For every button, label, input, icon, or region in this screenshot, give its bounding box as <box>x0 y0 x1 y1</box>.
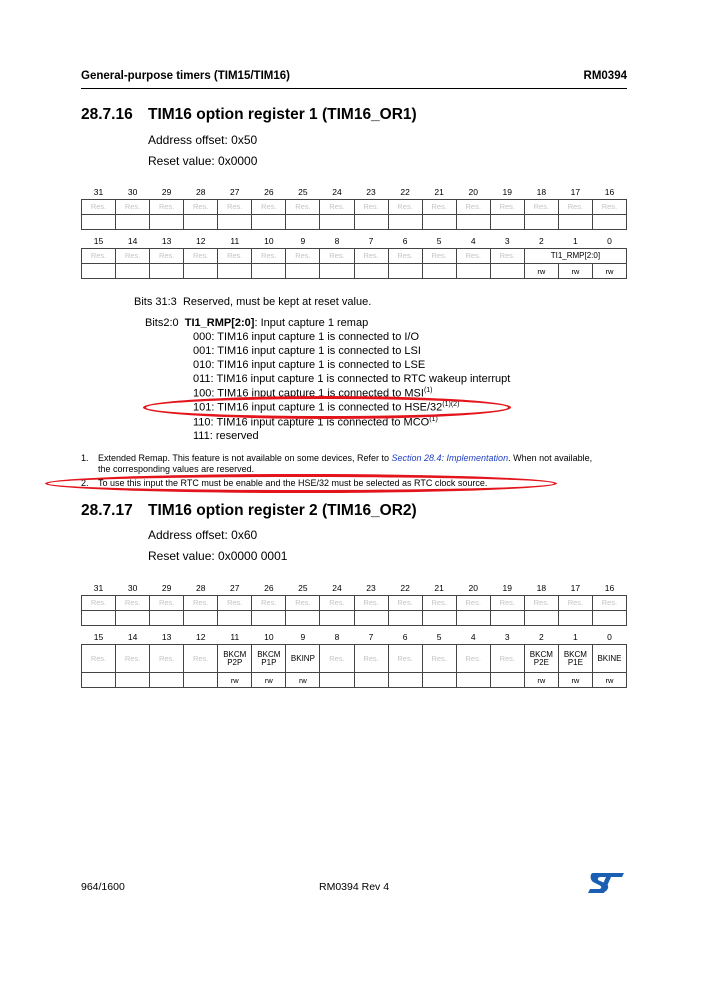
access-cell <box>524 215 558 230</box>
field-cell: Res. <box>422 200 456 215</box>
access-cell <box>252 264 286 279</box>
field-cell: Res. <box>388 645 422 673</box>
st-logo-icon <box>587 872 625 894</box>
access-cell <box>82 673 116 688</box>
bit-number: 24 <box>332 583 342 593</box>
bit-number: 2 <box>538 632 544 642</box>
highlight-ellipse <box>143 396 511 419</box>
bit-number: 31 <box>93 583 104 593</box>
field-cell: Res. <box>82 200 116 215</box>
access-cell <box>354 264 388 279</box>
access-cell <box>82 264 116 279</box>
bit-numbers-low <box>82 234 627 249</box>
section-heading-or1 <box>81 106 417 124</box>
access-cell <box>490 264 524 279</box>
bit-number: 22 <box>400 187 410 197</box>
field-cell: Res. <box>82 249 116 264</box>
field-cell: Res. <box>388 200 422 215</box>
section-heading-or2 <box>81 502 417 520</box>
bit-number: 12 <box>195 236 206 246</box>
access-cell <box>490 673 524 688</box>
bit-number: 20 <box>468 187 478 197</box>
chapter-title: General-purpose timers (TIM15/TIM16) <box>81 70 290 82</box>
field-bkcmp2p: BKCM P2P <box>218 645 252 673</box>
register-table-or2 <box>81 581 627 688</box>
remap-option: 111: reserved <box>193 430 259 442</box>
bit-number: 22 <box>400 583 410 593</box>
fields-high <box>82 596 627 611</box>
access-cell <box>388 611 422 626</box>
field-cell: Res. <box>422 645 456 673</box>
access-cell <box>354 215 388 230</box>
bit-number: 23 <box>366 583 376 593</box>
access-cell <box>150 673 184 688</box>
access-cell <box>320 264 354 279</box>
field-cell: Res. <box>320 249 354 264</box>
bit-number: 5 <box>436 632 442 642</box>
field-cell: Res. <box>490 249 524 264</box>
bit-number: 16 <box>604 187 615 197</box>
access-cell <box>456 611 490 626</box>
access-cell <box>150 264 184 279</box>
access-cell <box>116 673 150 688</box>
section-number: 28.7.17 <box>81 502 133 519</box>
field-cell: Res. <box>456 645 490 673</box>
bit-number: 13 <box>161 236 172 246</box>
bit-number: 11 <box>230 632 240 642</box>
bit-number: 1 <box>573 236 578 246</box>
access-cell <box>490 611 524 626</box>
bit-number: 23 <box>366 187 376 197</box>
field-cell: Res. <box>184 645 218 673</box>
access-cell <box>592 215 626 230</box>
access-cell <box>116 611 150 626</box>
field-bkcmp2e: BKCM P2E <box>524 645 558 673</box>
field-cell: Res. <box>184 249 218 264</box>
field-cell: Res. <box>184 200 218 215</box>
field-cell: Res. <box>422 596 456 611</box>
access-low <box>82 264 627 279</box>
field-cell: Res. <box>150 645 184 673</box>
bit-number: 24 <box>332 187 342 197</box>
section-title: TIM16 option register 1 (TIM16_OR1) <box>148 106 417 123</box>
bit-number: 30 <box>127 583 138 593</box>
access-cell: rw <box>558 673 592 688</box>
field-cell: Res. <box>116 645 150 673</box>
access-cell <box>388 215 422 230</box>
access-cell <box>354 673 388 688</box>
access-cell: rw <box>252 673 286 688</box>
bit-number: 16 <box>604 583 615 593</box>
field-bkinp: BKINP <box>286 645 320 673</box>
field-cell: Res. <box>116 596 150 611</box>
field-cell: Res. <box>456 249 490 264</box>
access-cell <box>558 215 592 230</box>
bit-number: 4 <box>470 632 476 642</box>
bit-number: 12 <box>195 632 206 642</box>
field-cell: Res. <box>592 596 626 611</box>
bit-number: 10 <box>264 236 274 246</box>
access-cell <box>558 611 592 626</box>
remap-option: 001: TIM16 input capture 1 is connected to LSI <box>193 345 421 357</box>
bit-number: 29 <box>161 187 172 197</box>
fields-high <box>82 200 627 215</box>
bit-number: 18 <box>536 187 547 197</box>
bit-number: 6 <box>402 236 408 246</box>
bit-number: 15 <box>93 632 104 642</box>
page-header <box>81 70 627 86</box>
field-cell: Res. <box>456 200 490 215</box>
bit-number: 2 <box>538 236 544 246</box>
bit-numbers-low <box>82 630 627 645</box>
field-cell: Res. <box>524 596 558 611</box>
bit-number: 30 <box>127 187 138 197</box>
access-cell <box>184 673 218 688</box>
access-cell <box>218 215 252 230</box>
field-cell: Res. <box>524 200 558 215</box>
bit-number: 8 <box>334 632 340 642</box>
bit-number: 14 <box>127 632 138 642</box>
bit-number: 25 <box>298 583 308 593</box>
field-cell: Res. <box>116 249 150 264</box>
access-cell <box>286 264 320 279</box>
bit-number: 21 <box>434 187 444 197</box>
field-cell: Res. <box>286 596 320 611</box>
field-ti1-rmp: TI1_RMP[2:0] <box>524 249 626 264</box>
bit-number: 7 <box>368 236 374 246</box>
doc-revision: RM0394 Rev 4 <box>319 881 390 893</box>
highlight-ellipse <box>45 474 557 493</box>
field-cell: Res. <box>354 596 388 611</box>
bit-number: 26 <box>264 187 274 197</box>
field-cell: Res. <box>388 596 422 611</box>
bit-number: 4 <box>470 236 476 246</box>
access-cell <box>354 611 388 626</box>
field-cell: Res. <box>558 200 592 215</box>
remap-option: 110: TIM16 input capture 1 is connected to MCO$^{(1)}$ <box>193 416 438 429</box>
access-cell <box>490 215 524 230</box>
bit-number: 9 <box>300 236 306 246</box>
field-cell: Res. <box>82 596 116 611</box>
access-cell <box>150 611 184 626</box>
bit-number: 20 <box>468 583 478 593</box>
field-cell: Res. <box>592 200 626 215</box>
bit-number: 7 <box>368 632 374 642</box>
register-table-or1 <box>81 185 627 279</box>
bit-number: 6 <box>402 632 408 642</box>
access-cell <box>320 215 354 230</box>
field-cell: Res. <box>218 200 252 215</box>
bit-number: 13 <box>161 632 172 642</box>
access-cell <box>456 673 490 688</box>
field-cell: Res. <box>150 200 184 215</box>
access-low <box>82 673 627 688</box>
field-cell: Res. <box>218 596 252 611</box>
access-cell <box>82 611 116 626</box>
bit-number: 0 <box>607 236 612 246</box>
access-cell <box>456 264 490 279</box>
field-bkcmp1p: BKCM P1P <box>252 645 286 673</box>
footnote-2: 2. To use this input the RTC must be enable and the HSE/32 must be selected as RTC clock source. <box>81 478 488 488</box>
access-cell <box>320 673 354 688</box>
field-cell: Res. <box>422 249 456 264</box>
access-cell <box>524 611 558 626</box>
bit-number: 17 <box>570 583 581 593</box>
bit-number: 8 <box>334 236 340 246</box>
access-cell <box>82 215 116 230</box>
access-cell <box>592 611 626 626</box>
bit-number: 5 <box>436 236 442 246</box>
access-cell <box>286 215 320 230</box>
field-cell: Res. <box>82 645 116 673</box>
header-rule <box>81 88 627 89</box>
access-cell <box>422 673 456 688</box>
section-number: 28.7.16 <box>81 106 133 123</box>
page-number: 964/1600 <box>81 881 125 893</box>
access-cell <box>388 673 422 688</box>
field-cell: Res. <box>320 645 354 673</box>
bit-number: 19 <box>502 187 513 197</box>
bit-number: 29 <box>161 583 172 593</box>
access-cell: rw <box>592 264 626 279</box>
access-high <box>82 611 627 626</box>
bit-number: 27 <box>230 583 240 593</box>
field-cell: Res. <box>320 200 354 215</box>
field-cell: Res. <box>558 596 592 611</box>
bit-number: 25 <box>298 187 308 197</box>
fields-low <box>82 249 627 264</box>
bit-numbers-high <box>82 185 627 200</box>
address-offset: Address offset: 0x50 <box>148 133 258 147</box>
access-cell <box>252 611 286 626</box>
bit-number: 31 <box>93 187 104 197</box>
access-cell: rw <box>592 673 626 688</box>
field-cell: Res. <box>490 645 524 673</box>
bit-number: 21 <box>434 583 444 593</box>
field-bkcmp1e: BKCM P1E <box>558 645 592 673</box>
remap-option: 100: TIM16 input capture 1 is connected to MSI$^{(1)}$ <box>193 387 433 400</box>
field-cell: Res. <box>150 249 184 264</box>
access-cell <box>218 264 252 279</box>
field-cell: Res. <box>490 596 524 611</box>
access-cell <box>422 611 456 626</box>
bit-number: 27 <box>230 187 240 197</box>
access-cell: rw <box>524 264 558 279</box>
access-high <box>82 215 627 230</box>
field-cell: Res. <box>354 645 388 673</box>
field-cell: Res. <box>354 249 388 264</box>
access-cell <box>184 264 218 279</box>
bit-number: 19 <box>502 583 513 593</box>
access-cell: rw <box>524 673 558 688</box>
bit-number: 10 <box>264 632 274 642</box>
bits-2-0-description: Bits2:0 TI1_RMP[2:0]: Input capture 1 remap <box>145 317 369 329</box>
field-cell: Res. <box>252 200 286 215</box>
access-cell <box>456 215 490 230</box>
footnote-1: 1. Extended Remap. This feature is not available on some devices, Refer to Section 28.4: Implementation. When not available, the corresponding values are reserved. <box>81 453 593 474</box>
access-cell <box>422 215 456 230</box>
field-bkine: BKINE <box>592 645 626 673</box>
access-cell: rw <box>558 264 592 279</box>
access-cell <box>286 611 320 626</box>
bit-number: 0 <box>607 632 612 642</box>
field-cell: Res. <box>252 596 286 611</box>
field-cell: Res. <box>320 596 354 611</box>
remap-option: 101: TIM16 input capture 1 is connected to HSE/$32^{(1)(2)}$ <box>193 401 460 414</box>
reset-value: Reset value: 0x0000 <box>148 154 258 168</box>
access-cell <box>388 264 422 279</box>
field-cell: Res. <box>150 596 184 611</box>
doc-id: RM0394 <box>583 70 627 82</box>
bit-number: 18 <box>536 583 547 593</box>
access-cell <box>184 215 218 230</box>
field-cell: Res. <box>286 249 320 264</box>
section-title: TIM16 option register 2 (TIM16_OR2) <box>148 502 417 519</box>
bit-number: 9 <box>300 632 306 642</box>
field-cell: Res. <box>184 596 218 611</box>
bit-number: 17 <box>570 187 581 197</box>
bit-number: 15 <box>93 236 104 246</box>
bit-number: 14 <box>127 236 138 246</box>
access-cell <box>150 215 184 230</box>
access-cell <box>422 264 456 279</box>
access-cell <box>116 215 150 230</box>
access-cell <box>218 611 252 626</box>
field-cell: Res. <box>456 596 490 611</box>
bit-number: 3 <box>504 632 510 642</box>
bits-31-3-description: Bits 31:3 Reserved, must be kept at reset value. <box>134 296 372 308</box>
bit-numbers-high <box>82 581 627 596</box>
field-cell: Res. <box>286 200 320 215</box>
remap-option: 011: TIM16 input capture 1 is connected to RTC wakeup interrupt <box>193 373 511 385</box>
bit-number: 3 <box>504 236 510 246</box>
access-cell: rw <box>286 673 320 688</box>
field-cell: Res. <box>116 200 150 215</box>
address-offset: Address offset: 0x60 <box>148 528 258 542</box>
access-cell: rw <box>218 673 252 688</box>
bit-number: 26 <box>264 583 274 593</box>
bit-number: 28 <box>195 583 206 593</box>
field-cell: Res. <box>218 249 252 264</box>
field-cell: Res. <box>354 200 388 215</box>
remap-option: 000: TIM16 input capture 1 is connected to I/O <box>193 331 420 343</box>
access-cell <box>116 264 150 279</box>
access-cell <box>252 215 286 230</box>
access-cell <box>184 611 218 626</box>
bit-number: 1 <box>573 632 578 642</box>
section-link[interactable]: Section 28.4: Implementation <box>391 453 509 463</box>
field-cell: Res. <box>388 249 422 264</box>
remap-option: 010: TIM16 input capture 1 is connected to LSE <box>193 359 426 371</box>
field-cell: Res. <box>252 249 286 264</box>
field-cell: Res. <box>490 200 524 215</box>
bit-number: 28 <box>195 187 206 197</box>
access-cell <box>320 611 354 626</box>
fields-low <box>82 645 627 673</box>
bit-number: 11 <box>230 236 240 246</box>
reset-value: Reset value: 0x0000 0001 <box>148 549 288 563</box>
